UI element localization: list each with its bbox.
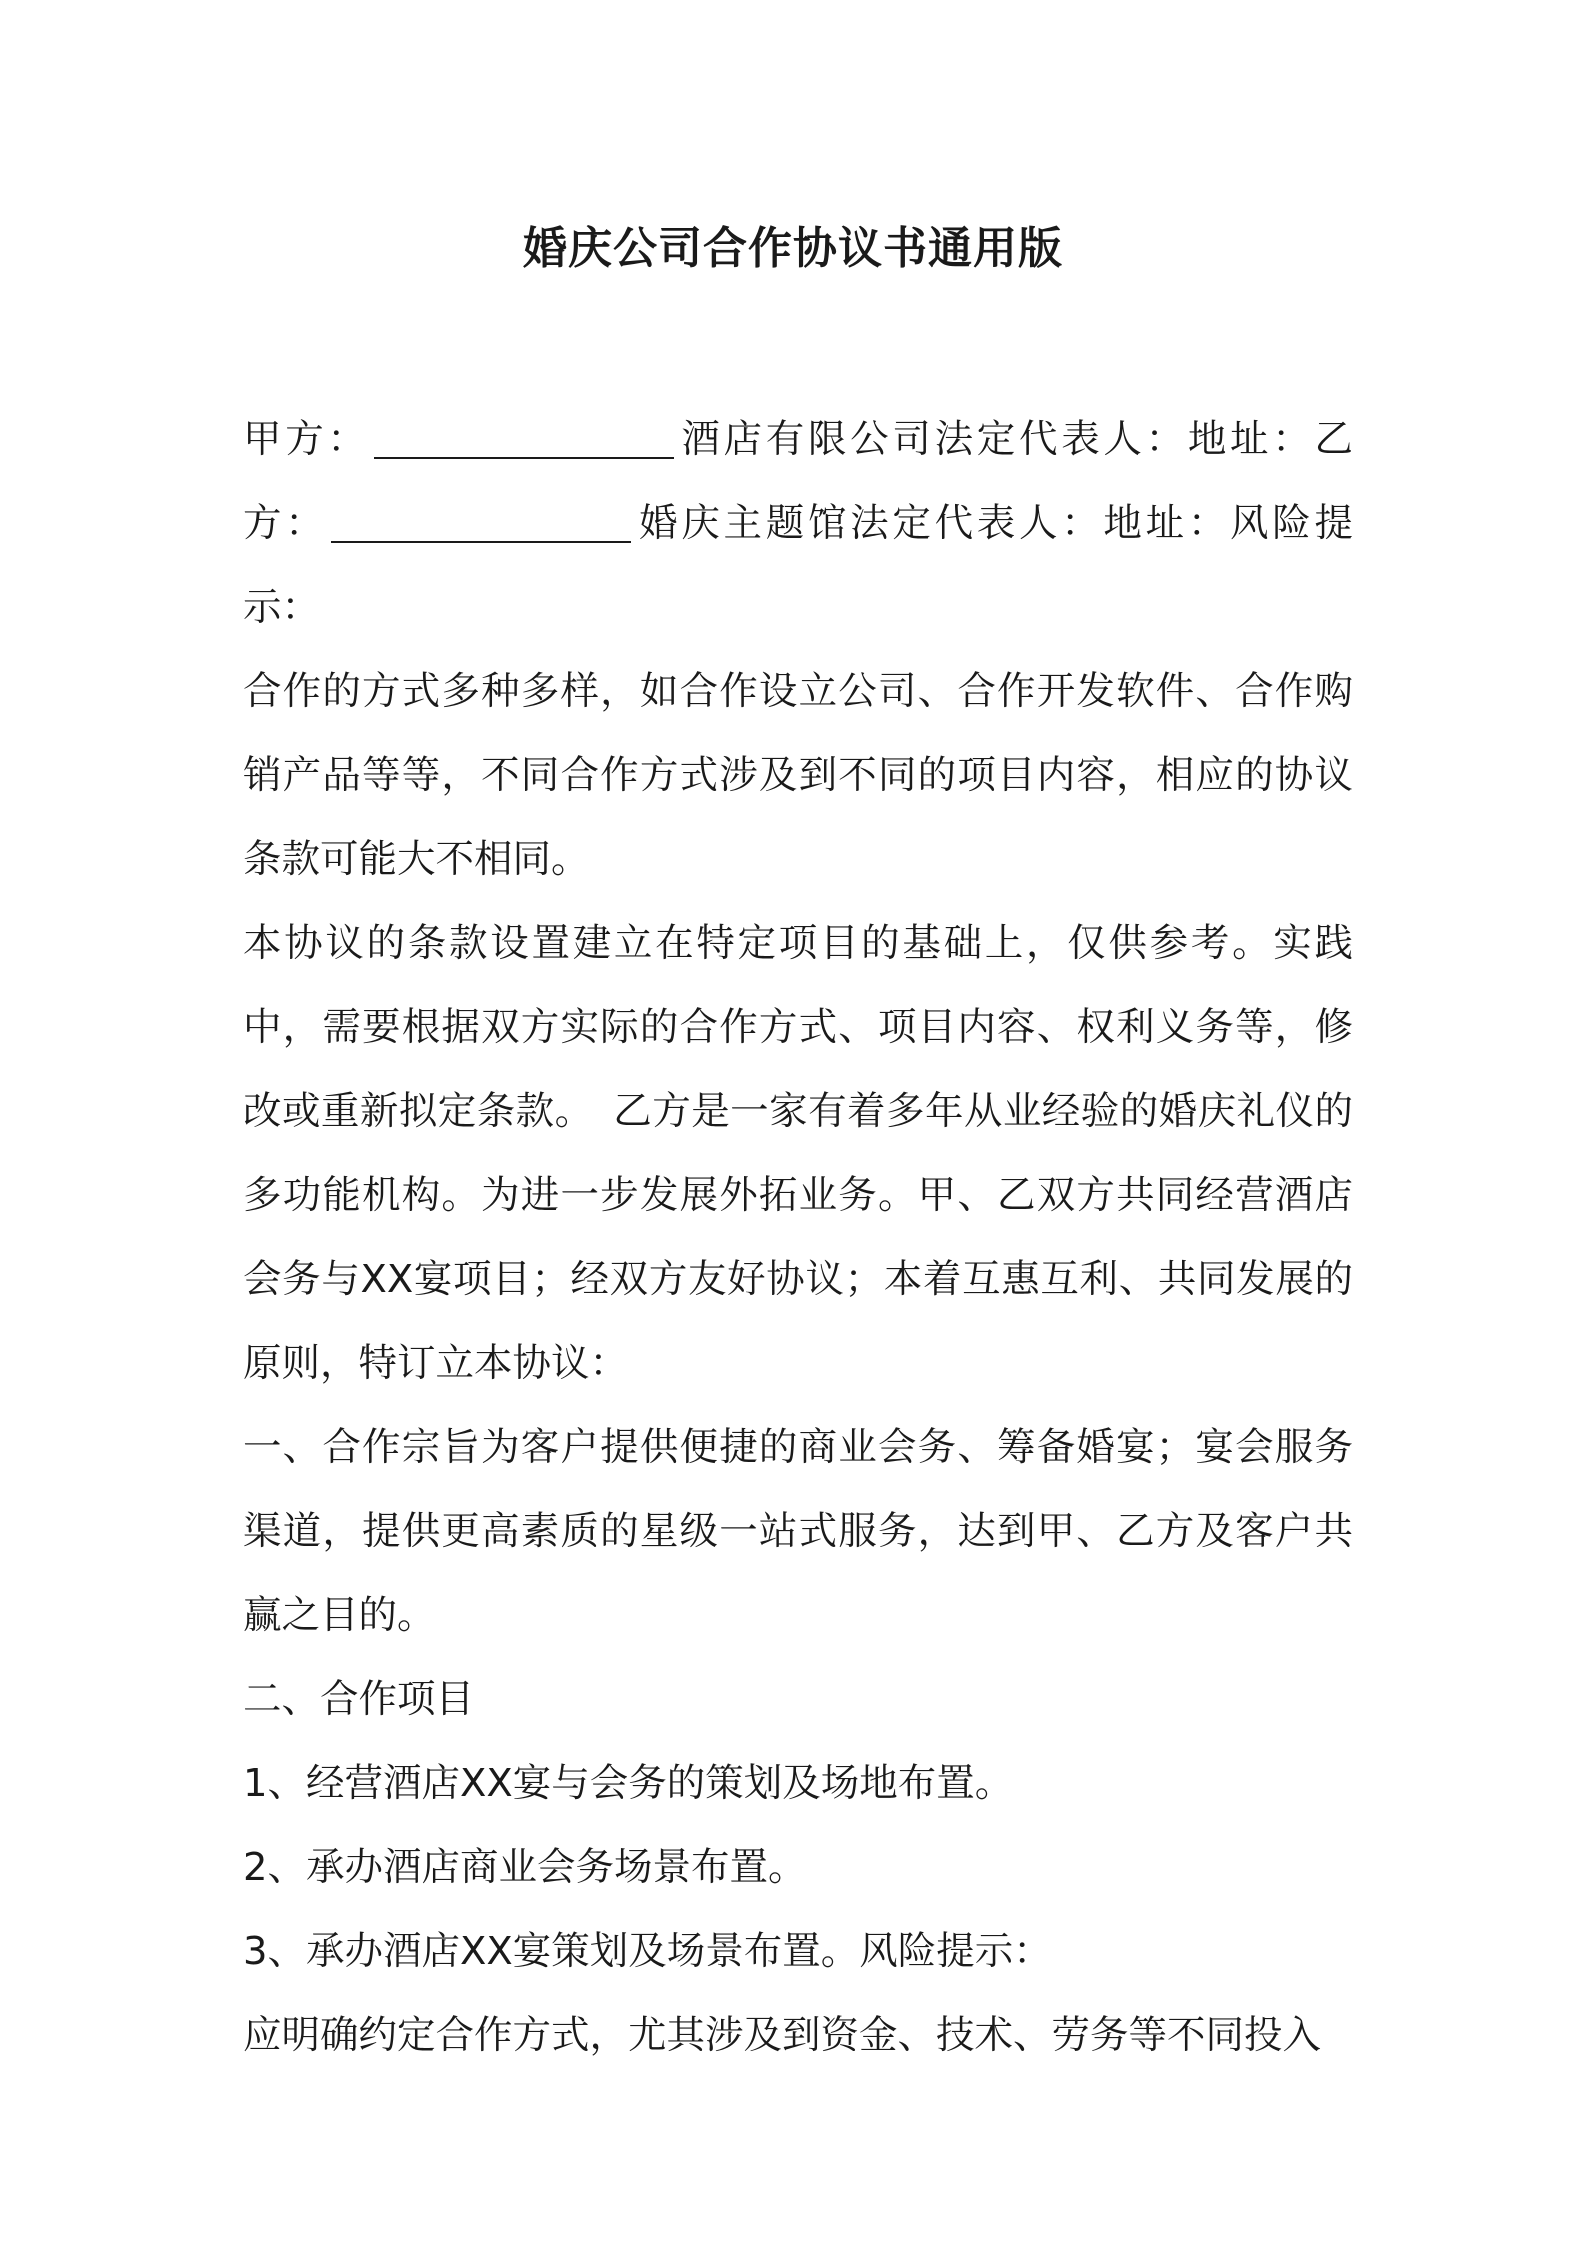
paragraph-terms-reference: 本协议的条款设置建立在特定项目的基础上，仅供参考。实践中，需要根据双方实际的合作方式、项目内容、权利义务等，修改或重新拟定条款。 乙方是一家有着多年从业经验的婚庆礼仪的多功能机构。为进一步发展外拓业务。甲、乙双方共同经营酒店会务与XX宴项目；经双方友好协议；本着互惠互利、共同发展的原则，特订立本协议： [243,921,1353,1386]
section-heading-projects: 二、合作项目 [243,1677,475,1722]
list-item-project-3: 3、承办酒店XX宴策划及场景布置。风险提示： [243,1929,1052,1974]
party-a-name-blank [374,418,674,459]
party-a-text: 酒店有限公司法定代表人：地址： [677,417,1315,462]
party-b-name-blank [331,502,631,543]
party-b-text: 婚庆主题馆法定代表人：地址：风险提示： [243,501,1353,630]
party-info-paragraph [243,398,1353,650]
paragraph-purpose: 一、合作宗旨为客户提供便捷的商业会务、筹备婚宴；宴会服务渠道，提供更高素质的星级一站式服务，达到甲、乙方及客户共赢之目的。 [243,1425,1353,1638]
document-body [243,398,1353,2078]
party-b-label: 乙方： [243,417,1353,546]
paragraph-cooperation-methods: 合作的方式多种多样，如合作设立公司、合作开发软件、合作购销产品等等，不同合作方式涉及到不同的项目内容，相应的协议条款可能大不相同。 [243,669,1353,882]
party-a-label: 甲方： [243,417,370,462]
document-title: 婚庆公司合作协议书通用版 [523,223,1063,274]
paragraph-risk-note: 应明确约定合作方式，尤其涉及到资金、技术、劳务等不同投入 [243,2013,1322,2058]
list-item-project-1: 1、经营酒店XX宴与会务的策划及场地布置。 [243,1761,1014,1806]
list-item-project-2: 2、承办酒店商业会务场景布置。 [243,1845,807,1890]
